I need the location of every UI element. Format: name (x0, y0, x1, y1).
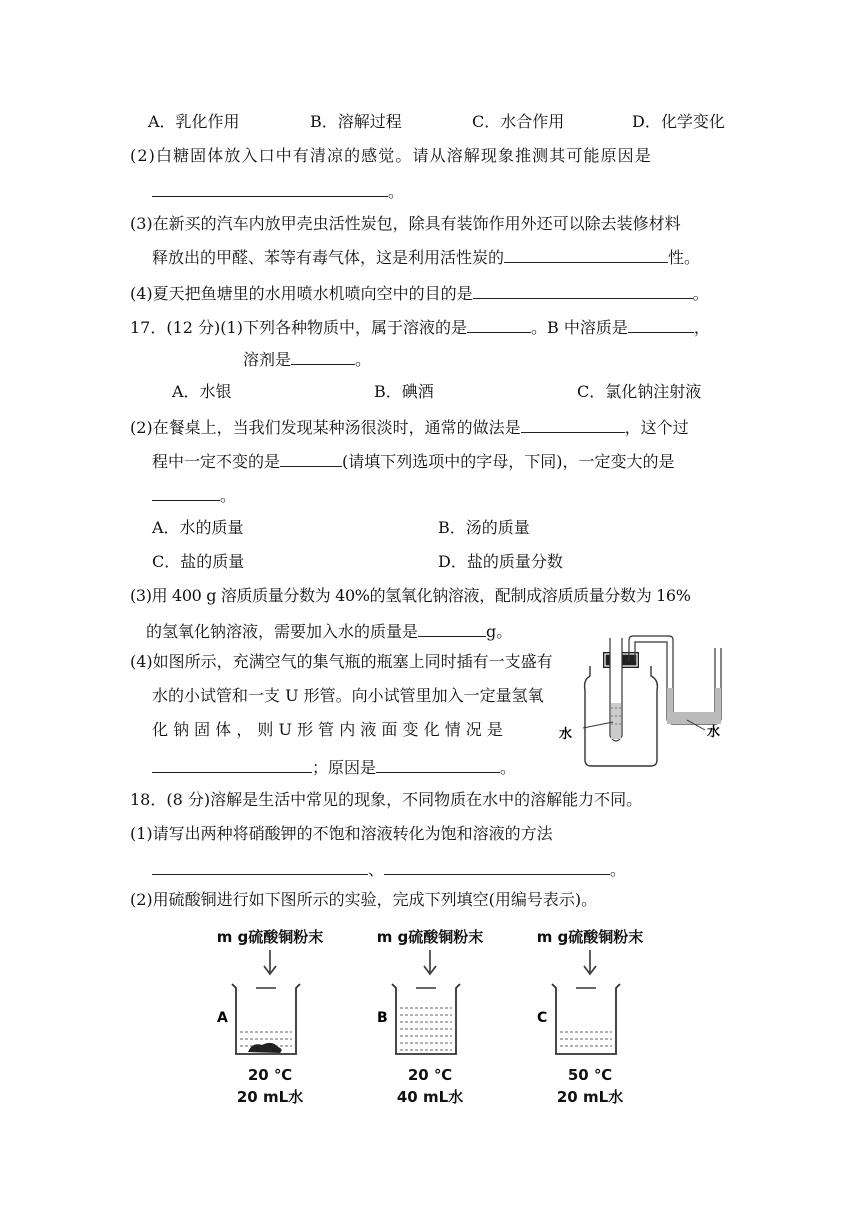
q17-heading: 17．(12 分)(1)下列各种物质中，属于溶液的是 。B 中溶质是 ， (130, 318, 710, 337)
q16-2-line2: 。 (152, 180, 404, 202)
beaker-c-label: C (537, 1010, 548, 1026)
beaker-c-caption: m g硫酸铜粉末 (536, 928, 644, 946)
beaker-b-caption: m g硫酸铜粉末 (376, 928, 484, 946)
water-label-right: 水 (707, 725, 721, 740)
q18-1-answer-line: 、 。 (152, 858, 626, 880)
answer-blank[interactable] (152, 484, 220, 501)
beaker-a-group (200, 926, 340, 1106)
q16-3-line2: 释放出的甲醛、苯等有毒气体，这是利用活性炭的 性。 (152, 248, 701, 267)
beaker-c-group (520, 926, 660, 1106)
q16-option-c: C．水合作用 (472, 112, 565, 131)
q17-4-line2: 水的小试管和一支 U 形管。向小试管里加入一定量氢氧 (152, 686, 544, 705)
beaker-b-temp: 20 ℃ (407, 1066, 453, 1084)
q16-option-d: D．化学变化 (632, 112, 725, 131)
answer-blank[interactable] (291, 348, 355, 365)
q17-2-option-c: C．盐的质量 (152, 552, 245, 571)
q17-solvent-line: 溶剂是 。 (243, 350, 372, 369)
q17-option-c: C．氯化钠注射液 (577, 382, 702, 401)
q17-2-option-d: D．盐的质量分数 (438, 552, 563, 571)
q16-4-text: (4)夏天把鱼塘里的水用喷水机喷向空中的目的是 。 (130, 284, 709, 303)
q17-4-line3: 化 钠 固 体 ， 则 U 形 管 内 液 面 变 化 情 况 是 (152, 720, 503, 739)
answer-blank[interactable] (152, 858, 368, 875)
answer-blank[interactable] (467, 316, 531, 333)
q17-2-line3: 。 (152, 484, 236, 506)
answer-blank[interactable] (280, 450, 342, 467)
gas-bottle-u-tube-figure (555, 628, 735, 768)
q17-3-line2: 的氢氧化钠溶液，需要加入水的质量是 g。 (146, 622, 513, 641)
answer-blank[interactable] (418, 620, 486, 637)
answer-blank[interactable] (628, 316, 694, 333)
q16-3-text: (3)在新买的汽车内放甲壳虫活性炭包，除具有装饰作用外还可以除去装修材料 (130, 214, 681, 233)
beaker-b-group (360, 926, 500, 1106)
q17-option-b: B．碘酒 (374, 382, 434, 401)
answer-blank[interactable] (376, 756, 500, 773)
q16-2-text: (2)白糖固体放入口中有清凉的感觉。请从溶解现象推测其可能原因是 (130, 146, 652, 165)
beaker-experiment-figure (200, 926, 660, 1106)
answer-blank[interactable] (384, 858, 610, 875)
beaker-c-water: 20 mL水 (556, 1088, 624, 1106)
q16-option-b: B．溶解过程 (310, 112, 402, 131)
beaker-a-caption: m g硫酸铜粉末 (216, 928, 324, 946)
q17-2-option-a: A．水的质量 (152, 518, 244, 537)
beaker-b-icon (360, 946, 500, 1066)
answer-blank[interactable] (152, 180, 388, 197)
beaker-a-label: A (217, 1010, 228, 1026)
answer-blank[interactable] (504, 246, 668, 263)
beaker-a-icon (200, 946, 340, 1066)
q17-4-line1: (4)如图所示，充满空气的集气瓶的瓶塞上同时插有一支盛有 (130, 652, 553, 671)
q17-2-option-b: B．汤的质量 (438, 518, 530, 537)
q18-heading: 18．(8 分)溶解是生活中常见的现象，不同物质在水中的溶解能力不同。 (130, 790, 643, 809)
beaker-c-icon (520, 946, 660, 1066)
q18-2-text: (2)用硫酸铜进行如下图所示的实验，完成下列填空(用编号表示)。 (130, 890, 598, 909)
beaker-b-label: B (377, 1010, 388, 1026)
q16-option-a: A．乳化作用 (148, 112, 240, 131)
q17-2-line2: 程中一定不变的是 (请填下列选项中的字母，下同)，一定变大的是 (152, 452, 675, 471)
answer-blank[interactable] (473, 282, 693, 299)
q17-2-line1: (2)在餐桌上，当我们发现某种汤很淡时，通常的做法是 ，这个过 (130, 418, 689, 437)
water-label-left: 水 (559, 727, 573, 742)
beaker-b-water: 40 mL水 (396, 1088, 464, 1106)
answer-blank[interactable] (152, 756, 312, 773)
beaker-c-temp: 50 ℃ (567, 1066, 613, 1084)
beaker-a-water: 20 mL水 (236, 1088, 304, 1106)
q17-option-a: A．水银 (172, 382, 232, 401)
q18-1-text: (1)请写出两种将硝酸钾的不饱和溶液转化为饱和溶液的方法 (130, 824, 553, 843)
q17-4-line4: ；原因是 。 (152, 756, 516, 778)
answer-blank[interactable] (521, 416, 625, 433)
q17-3-line1: (3)用 400 g 溶质质量分数为 40%的氢氧化钠溶液，配制成溶质质量分数为 16% (130, 586, 691, 605)
beaker-a-temp: 20 ℃ (247, 1066, 293, 1084)
